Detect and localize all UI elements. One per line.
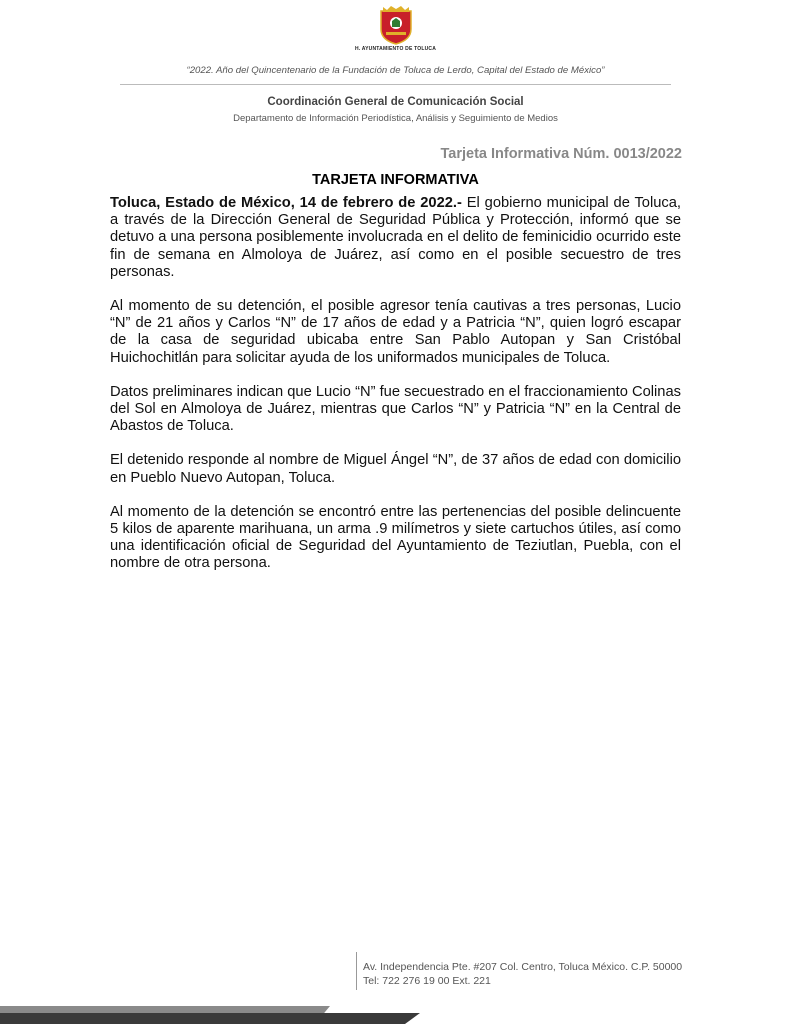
toluca-crest-logo (378, 5, 414, 45)
document-heading: TARJETA INFORMATIVA (312, 172, 479, 188)
coordination-title: Coordinación General de Comunicación Social (267, 96, 524, 108)
document-body (110, 195, 681, 590)
paragraph-1-text: El gobierno municipal de Toluca, a través de la Dirección General de Seguridad Pública y Protección, informó que se detuvo a una persona posiblemente involucrada en el delito de feminicidio ocurrido este fin de semana en Almoloya de Juárez, así como en el posible secuestro de tres personas. (110, 195, 681, 280)
footer-address: Av. Independencia Pte. #207 Col. Centro, Toluca México. C.P. 50000 (363, 961, 683, 973)
paragraph-4: El detenido responde al nombre de Miguel Ángel “N”, de 37 años de edad con domicilio en Pueblo Nuevo Autopan, Toluca. (110, 452, 681, 486)
card-number: Tarjeta Informativa Núm. 0013/2022 (440, 146, 682, 162)
footer-phone: Tel: 722 276 19 00 Ext. 221 (363, 975, 491, 987)
organization-name: H. AYUNTAMIENTO DE TOLUCA (354, 46, 437, 52)
paragraph-5: Al momento de la detención se encontró entre las pertenencias del posible delincuente 5 kilos de aparente marihuana, un arma .9 milímetros y siete cartuchos útiles, así como una identificación oficial de Seguridad del Ayuntamiento de Teziutlan, Puebla, con el nombre de otra persona. (110, 503, 681, 572)
paragraph-2: Al momento de su detención, el posible agresor tenía cautivas a tres personas, Lucio “N” de 21 años y Carlos “N” de 17 años de edad y a Patricia “N”, quien logró escapar de la casa de seguridad ubicaba entre San Pablo Autopan y San Cristóbal Huichochitlán para solicitar ayuda de los uniformados municipales de Toluca. (110, 298, 681, 366)
paragraph-3: Datos preliminares indican que Lucio “N” fue secuestrado en el fraccionamiento Colinas del Sol en Almoloya de Juárez, mientras que Carlos “N” y Patricia “N” en la Central de Abastos de Toluca. (110, 383, 681, 435)
paragraph-1 (110, 195, 681, 281)
department-subtitle: Departamento de Información Periodística, Análisis y Seguimiento de Medios (233, 113, 558, 124)
footer-corner-decoration (0, 1001, 791, 1024)
dateline: Toluca, Estado de México, 14 de febrero de 2022.- (110, 195, 462, 211)
header-divider (120, 84, 671, 85)
footer-divider (356, 952, 357, 990)
motto-line: “2022. Año del Quincentenario de la Fundación de Toluca de Lerdo, Capital del Estado de México” (186, 65, 605, 76)
